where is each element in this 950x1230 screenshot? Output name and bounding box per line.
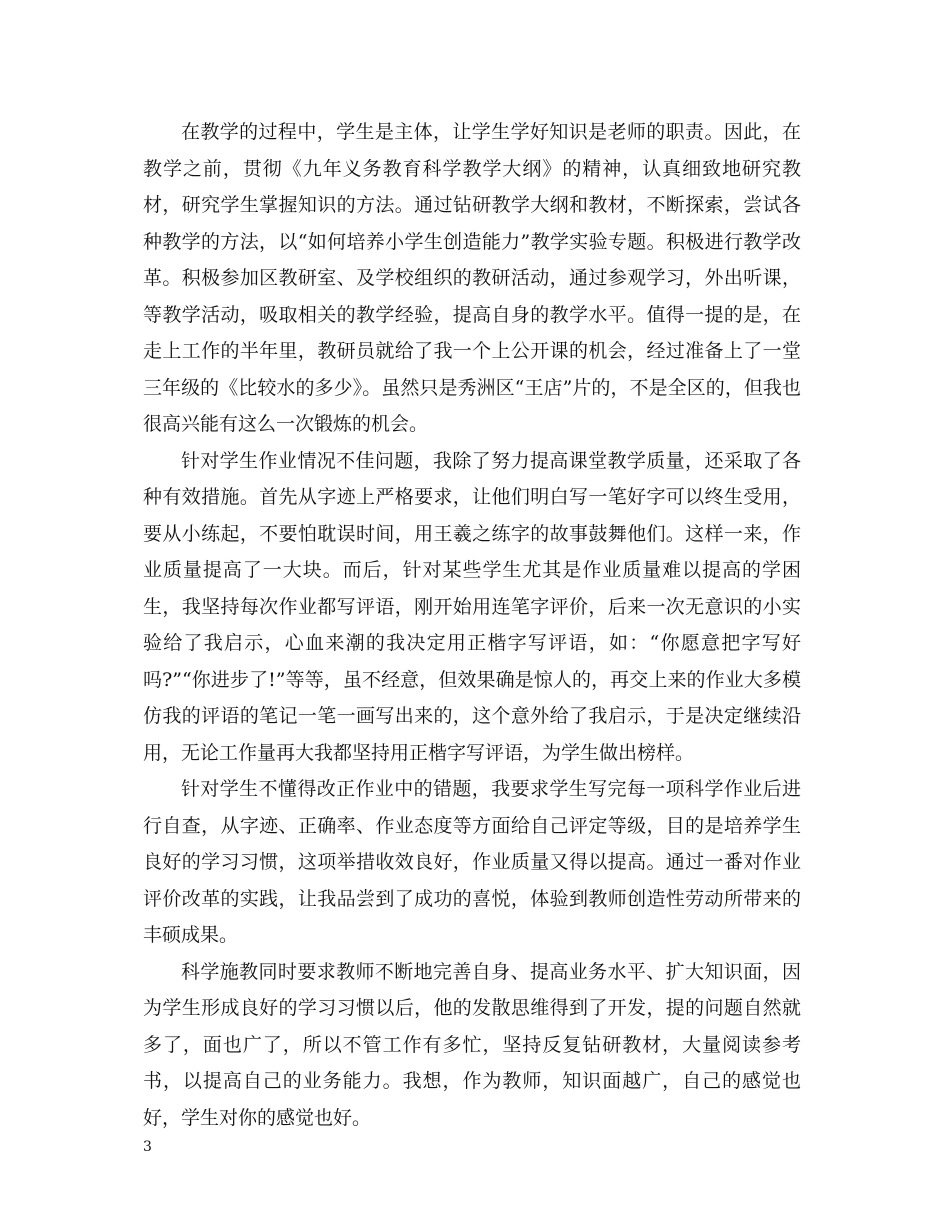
paragraph-homework-measures: 针对学生作业情况不佳问题，我除了努力提高课堂教学质量，还采取了各种有效措施。首先从字迹上严格要求，让他们明白写一笔好字可以终生受用，要从小练起，不要怕耽误时间，用王羲之练字的故事鼓舞他们。这样一来，作业质量提高了一大块。而后，针对某些学生尤其是作业质量难以提高的学困生，我坚持每次作业都写评语，刚开始用连笔字评价，后来一次无意识的小实验给了我启示，心血来潮的我决定用正楷字写评语，如：“你愿意把字写好吗?”“你进步了!”等等，虽不经意，但效果确是惊人的，再交上来的作业大多模仿我的评语的笔记一笔一画写出来的，这个意外给了我启示，于是决定继续沿用，无论工作量再大我都坚持用正楷字写评语，为学生做出榜样。 xyxy=(143,449,801,764)
page-number: 3 xyxy=(143,1139,152,1155)
body-text xyxy=(143,114,801,1136)
paragraph-self-improvement: 科学施教同时要求教师不断地完善自身、提高业务水平、扩大知识面，因为学生形成良好的学习习惯以后，他的发散思维得到了开发，提的问题自然就多了，面也广了，所以不管工作有多忙，坚持反复钻研教材，大量阅读参考书，以提高自己的业务能力。我想，作为教师，知识面越广，自己的感觉也好，学生对你的感觉也好。 xyxy=(143,960,801,1129)
paragraph-error-correction: 针对学生不懂得改正作业中的错题，我要求学生写完每一项科学作业后进行自查，从字迹、正确率、作业态度等方面给自己评定等级，目的是培养学生良好的学习习惯，这项举措收效良好，作业质量又得以提高。通过一番对作业评价改革的实践，让我品尝到了成功的喜悦，体验到教师创造性劳动所带来的丰硕成果。 xyxy=(143,778,801,946)
paragraph-teaching-process: 在教学的过程中，学生是主体，让学生学好知识是老师的职责。因此，在教学之前，贯彻《九年义务教育科学教学大纲》的精神，认真细致地研究教材，研究学生掌握知识的方法。通过钻研教学大纲和教材，不断探索，尝试各种教学的方法，以“如何培养小学生创造能力”教学实验专题。积极进行教学改革。积极参加区教研室、及学校组织的教研活动，通过参观学习，外出听课，等教学活动，吸取相关的教学经验，提高自身的教学水平。值得一提的是，在走上工作的半年里，教研员就给了我一个上公开课的机会，经过准备上了一堂三年级的《比较水的多少》。虽然只是秀洲区“王店”片的，不是全区的，但我也很高兴能有这么一次锻炼的机会。 xyxy=(143,121,801,435)
